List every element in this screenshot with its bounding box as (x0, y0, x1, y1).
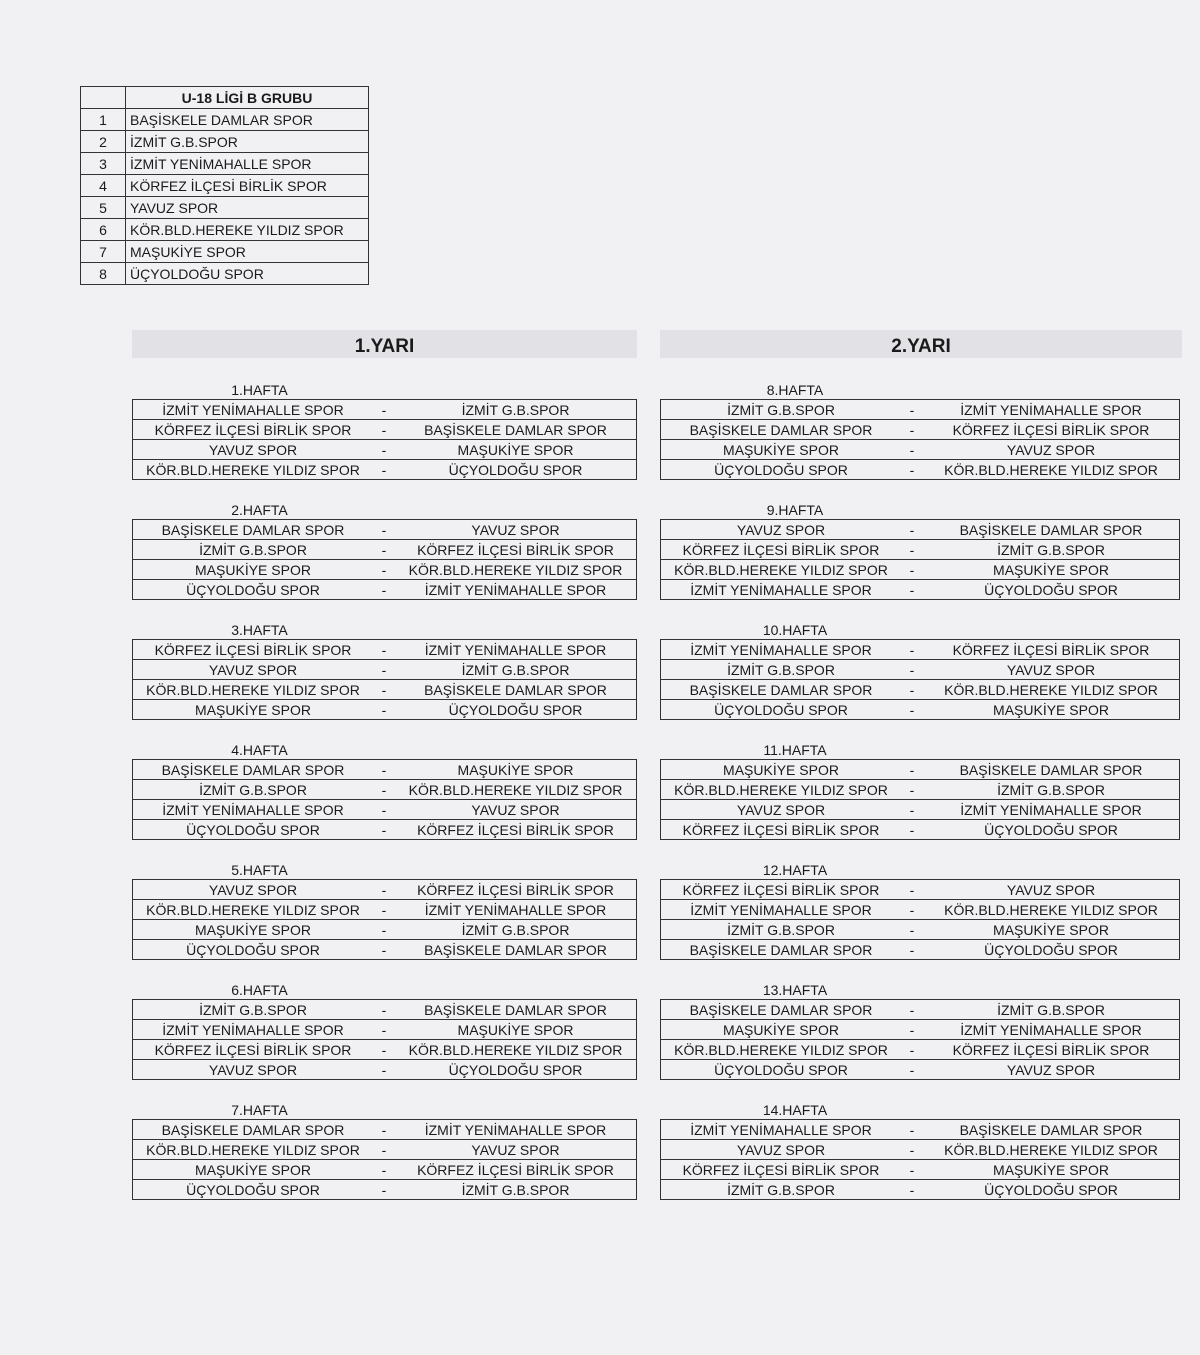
team-number: 1 (81, 109, 126, 131)
week-title: 10.HAFTA (762, 622, 828, 638)
match-separator: - (901, 1160, 923, 1180)
home-team: YAVUZ SPOR (661, 520, 902, 540)
match-row (133, 900, 637, 920)
away-team: BAŞİSKELE DAMLAR SPOR (395, 420, 637, 440)
team-name: MAŞUKİYE SPOR (126, 241, 369, 263)
home-team: İZMİT YENİMAHALLE SPOR (661, 900, 902, 920)
away-team: İZMİT YENİMAHALLE SPOR (395, 580, 637, 600)
match-row (133, 520, 637, 540)
match-row (133, 580, 637, 600)
away-team: YAVUZ SPOR (923, 1060, 1180, 1080)
home-team: İZMİT G.B.SPOR (133, 1000, 374, 1020)
match-separator: - (901, 1000, 923, 1020)
match-separator: - (373, 900, 395, 920)
match-row (133, 1000, 637, 1020)
match-separator: - (373, 920, 395, 940)
team-number: 2 (81, 131, 126, 153)
home-team: İZMİT YENİMAHALLE SPOR (133, 400, 374, 420)
away-team: İZMİT YENİMAHALLE SPOR (395, 900, 637, 920)
home-team: ÜÇYOLDOĞU SPOR (133, 940, 374, 960)
match-row (661, 1060, 1180, 1080)
away-team: YAVUZ SPOR (923, 880, 1180, 900)
match-separator: - (373, 420, 395, 440)
home-team: İZMİT G.B.SPOR (661, 660, 902, 680)
team-row (81, 241, 369, 263)
match-separator: - (373, 760, 395, 780)
home-team: ÜÇYOLDOĞU SPOR (133, 580, 374, 600)
week-title: 7.HAFTA (231, 1102, 288, 1118)
match-row (661, 460, 1180, 480)
home-team: KÖRFEZ İLÇESİ BİRLİK SPOR (661, 1160, 902, 1180)
week-matches-table (132, 519, 637, 600)
match-separator: - (373, 400, 395, 420)
match-separator: - (373, 1160, 395, 1180)
home-team: ÜÇYOLDOĞU SPOR (661, 460, 902, 480)
match-row (133, 1060, 637, 1080)
match-separator: - (373, 940, 395, 960)
away-team: KÖR.BLD.HEREKE YILDIZ SPOR (395, 1040, 637, 1060)
team-number: 6 (81, 219, 126, 241)
away-team: MAŞUKİYE SPOR (923, 1160, 1180, 1180)
week-block (660, 862, 1180, 960)
team-name: İZMİT YENİMAHALLE SPOR (126, 153, 369, 175)
match-row (661, 1000, 1180, 1020)
home-team: BAŞİSKELE DAMLAR SPOR (661, 1000, 902, 1020)
match-row (661, 640, 1180, 660)
match-separator: - (373, 640, 395, 660)
away-team: MAŞUKİYE SPOR (395, 760, 637, 780)
home-team: YAVUZ SPOR (661, 1140, 902, 1160)
home-team: KÖRFEZ İLÇESİ BİRLİK SPOR (661, 540, 902, 560)
match-row (661, 880, 1180, 900)
home-team: KÖR.BLD.HEREKE YILDIZ SPOR (661, 780, 902, 800)
week-block (132, 862, 637, 960)
team-row (81, 219, 369, 241)
team-name: YAVUZ SPOR (126, 197, 369, 219)
week-matches-table (132, 1119, 637, 1200)
away-team: İZMİT YENİMAHALLE SPOR (923, 1020, 1180, 1040)
match-row (661, 660, 1180, 680)
match-separator: - (373, 560, 395, 580)
match-separator: - (373, 460, 395, 480)
away-team: MAŞUKİYE SPOR (923, 700, 1180, 720)
away-team: YAVUZ SPOR (395, 1140, 637, 1160)
match-row (133, 1140, 637, 1160)
home-team: KÖRFEZ İLÇESİ BİRLİK SPOR (661, 820, 902, 840)
away-team: BAŞİSKELE DAMLAR SPOR (395, 680, 637, 700)
match-row (133, 1040, 637, 1060)
match-separator: - (901, 1120, 923, 1140)
home-team: MAŞUKİYE SPOR (133, 700, 374, 720)
home-team: İZMİT G.B.SPOR (661, 1180, 902, 1200)
away-team: KÖRFEZ İLÇESİ BİRLİK SPOR (923, 420, 1180, 440)
week-block (132, 382, 637, 480)
match-separator: - (373, 1180, 395, 1200)
away-team: ÜÇYOLDOĞU SPOR (395, 1060, 637, 1080)
week-block (660, 742, 1180, 840)
away-team: BAŞİSKELE DAMLAR SPOR (395, 1000, 637, 1020)
match-row (133, 780, 637, 800)
away-team: İZMİT YENİMAHALLE SPOR (395, 1120, 637, 1140)
week-block (132, 622, 637, 720)
away-team: MAŞUKİYE SPOR (923, 560, 1180, 580)
match-row (133, 420, 637, 440)
match-row (661, 400, 1180, 420)
home-team: İZMİT YENİMAHALLE SPOR (661, 580, 902, 600)
week-matches-table (660, 399, 1180, 480)
match-separator: - (373, 660, 395, 680)
home-team: MAŞUKİYE SPOR (661, 440, 902, 460)
home-team: İZMİT G.B.SPOR (661, 920, 902, 940)
away-team: İZMİT G.B.SPOR (923, 540, 1180, 560)
home-team: YAVUZ SPOR (133, 440, 374, 460)
match-row (661, 800, 1180, 820)
match-separator: - (901, 1180, 923, 1200)
home-team: BAŞİSKELE DAMLAR SPOR (661, 420, 902, 440)
away-team: BAŞİSKELE DAMLAR SPOR (923, 1120, 1180, 1140)
away-team: ÜÇYOLDOĞU SPOR (395, 460, 637, 480)
match-row (133, 1180, 637, 1200)
match-row (133, 560, 637, 580)
match-separator: - (901, 780, 923, 800)
match-row (133, 760, 637, 780)
away-team: KÖRFEZ İLÇESİ BİRLİK SPOR (923, 640, 1180, 660)
match-separator: - (901, 820, 923, 840)
home-team: BAŞİSKELE DAMLAR SPOR (133, 1120, 374, 1140)
week-block (132, 502, 637, 600)
match-separator: - (373, 700, 395, 720)
match-row (133, 1020, 637, 1040)
match-separator: - (901, 520, 923, 540)
away-team: ÜÇYOLDOĞU SPOR (923, 820, 1180, 840)
match-separator: - (373, 440, 395, 460)
week-matches-table (132, 879, 637, 960)
away-team: İZMİT G.B.SPOR (395, 660, 637, 680)
group-teams-table (80, 86, 369, 285)
match-separator: - (901, 900, 923, 920)
team-row (81, 263, 369, 285)
match-row (661, 520, 1180, 540)
away-team: YAVUZ SPOR (395, 520, 637, 540)
match-row (661, 420, 1180, 440)
match-separator: - (373, 820, 395, 840)
match-row (661, 700, 1180, 720)
home-team: YAVUZ SPOR (133, 880, 374, 900)
week-matches-table (660, 759, 1180, 840)
team-row (81, 197, 369, 219)
match-row (661, 540, 1180, 560)
home-team: YAVUZ SPOR (133, 1060, 374, 1080)
home-team: İZMİT G.B.SPOR (661, 400, 902, 420)
away-team: İZMİT G.B.SPOR (923, 780, 1180, 800)
match-row (661, 440, 1180, 460)
week-title: 4.HAFTA (231, 742, 288, 758)
match-separator: - (901, 1020, 923, 1040)
team-name: BAŞİSKELE DAMLAR SPOR (126, 109, 369, 131)
week-block (132, 982, 637, 1080)
week-title: 14.HAFTA (762, 1102, 828, 1118)
week-title: 13.HAFTA (762, 982, 828, 998)
week-matches-table (660, 1119, 1180, 1200)
team-number: 4 (81, 175, 126, 197)
week-block (660, 502, 1180, 600)
week-title: 11.HAFTA (763, 742, 827, 758)
week-block (660, 982, 1180, 1080)
week-title: 2.HAFTA (231, 502, 288, 518)
match-row (661, 1160, 1180, 1180)
home-team: MAŞUKİYE SPOR (133, 920, 374, 940)
match-separator: - (901, 440, 923, 460)
away-team: BAŞİSKELE DAMLAR SPOR (923, 520, 1180, 540)
team-name: İZMİT G.B.SPOR (126, 131, 369, 153)
away-team: YAVUZ SPOR (923, 660, 1180, 680)
match-row (133, 640, 637, 660)
away-team: MAŞUKİYE SPOR (395, 1020, 637, 1040)
match-separator: - (373, 540, 395, 560)
home-team: YAVUZ SPOR (661, 800, 902, 820)
match-row (133, 820, 637, 840)
match-row (661, 820, 1180, 840)
away-team: KÖRFEZ İLÇESİ BİRLİK SPOR (395, 880, 637, 900)
home-team: KÖR.BLD.HEREKE YILDIZ SPOR (133, 1140, 374, 1160)
match-separator: - (373, 780, 395, 800)
match-separator: - (901, 1060, 923, 1080)
week-matches-table (132, 999, 637, 1080)
match-row (661, 1180, 1180, 1200)
match-row (133, 920, 637, 940)
team-row (81, 175, 369, 197)
match-row (661, 760, 1180, 780)
match-row (661, 920, 1180, 940)
week-block (660, 382, 1180, 480)
match-separator: - (901, 680, 923, 700)
home-team: KÖR.BLD.HEREKE YILDIZ SPOR (133, 900, 374, 920)
match-separator: - (373, 1000, 395, 1020)
match-separator: - (901, 580, 923, 600)
away-team: MAŞUKİYE SPOR (923, 920, 1180, 940)
week-title: 8.HAFTA (766, 382, 824, 398)
home-team: KÖRFEZ İLÇESİ BİRLİK SPOR (133, 1040, 374, 1060)
away-team: BAŞİSKELE DAMLAR SPOR (923, 760, 1180, 780)
home-team: KÖR.BLD.HEREKE YILDIZ SPOR (661, 1040, 902, 1060)
home-team: İZMİT YENİMAHALLE SPOR (661, 640, 902, 660)
home-team: BAŞİSKELE DAMLAR SPOR (133, 760, 374, 780)
team-row (81, 153, 369, 175)
match-separator: - (901, 880, 923, 900)
away-team: KÖRFEZ İLÇESİ BİRLİK SPOR (395, 820, 637, 840)
match-separator: - (373, 580, 395, 600)
match-separator: - (373, 1020, 395, 1040)
match-separator: - (901, 940, 923, 960)
away-team: BAŞİSKELE DAMLAR SPOR (395, 940, 637, 960)
match-row (133, 400, 637, 420)
week-matches-table (132, 759, 637, 840)
home-team: KÖR.BLD.HEREKE YILDIZ SPOR (661, 560, 902, 580)
home-team: MAŞUKİYE SPOR (661, 760, 902, 780)
match-row (133, 800, 637, 820)
group-table-header (81, 87, 369, 109)
match-row (133, 440, 637, 460)
match-row (661, 680, 1180, 700)
away-team: KÖR.BLD.HEREKE YILDIZ SPOR (923, 460, 1180, 480)
match-row (661, 1040, 1180, 1060)
home-team: KÖRFEZ İLÇESİ BİRLİK SPOR (133, 420, 374, 440)
away-team: İZMİT YENİMAHALLE SPOR (923, 800, 1180, 820)
team-name: KÖRFEZ İLÇESİ BİRLİK SPOR (126, 175, 369, 197)
home-team: İZMİT YENİMAHALLE SPOR (661, 1120, 902, 1140)
match-separator: - (901, 400, 923, 420)
week-title: 5.HAFTA (231, 862, 288, 878)
match-separator: - (901, 1040, 923, 1060)
first-half-fixtures (132, 382, 637, 1222)
home-team: İZMİT G.B.SPOR (133, 540, 374, 560)
away-team: KÖRFEZ İLÇESİ BİRLİK SPOR (923, 1040, 1180, 1060)
home-team: BAŞİSKELE DAMLAR SPOR (661, 940, 902, 960)
first-half-title: 1.YARI (132, 330, 637, 358)
away-team: ÜÇYOLDOĞU SPOR (923, 580, 1180, 600)
match-separator: - (373, 680, 395, 700)
away-team: KÖR.BLD.HEREKE YILDIZ SPOR (395, 560, 637, 580)
away-team: KÖR.BLD.HEREKE YILDIZ SPOR (923, 900, 1180, 920)
team-row (81, 109, 369, 131)
away-team: İZMİT YENİMAHALLE SPOR (395, 640, 637, 660)
away-team: ÜÇYOLDOĞU SPOR (923, 940, 1180, 960)
week-title: 1.HAFTA (231, 382, 288, 398)
away-team: KÖRFEZ İLÇESİ BİRLİK SPOR (395, 1160, 637, 1180)
home-team: BAŞİSKELE DAMLAR SPOR (661, 680, 902, 700)
week-matches-table (660, 639, 1180, 720)
week-title: 9.HAFTA (766, 502, 824, 518)
match-row (133, 660, 637, 680)
home-team: KÖRFEZ İLÇESİ BİRLİK SPOR (661, 880, 902, 900)
week-block (132, 742, 637, 840)
week-matches-table (660, 879, 1180, 960)
home-team: MAŞUKİYE SPOR (133, 1160, 374, 1180)
match-separator: - (373, 800, 395, 820)
match-row (133, 540, 637, 560)
week-block (660, 1102, 1180, 1200)
match-row (133, 880, 637, 900)
home-team: KÖRFEZ İLÇESİ BİRLİK SPOR (133, 640, 374, 660)
week-title: 6.HAFTA (231, 982, 288, 998)
away-team: İZMİT G.B.SPOR (923, 1000, 1180, 1020)
home-team: ÜÇYOLDOĞU SPOR (133, 820, 374, 840)
match-separator: - (901, 420, 923, 440)
home-team: ÜÇYOLDOĞU SPOR (133, 1180, 374, 1200)
match-separator: - (373, 1060, 395, 1080)
away-team: KÖRFEZ İLÇESİ BİRLİK SPOR (395, 540, 637, 560)
week-matches-table (660, 999, 1180, 1080)
home-team: İZMİT YENİMAHALLE SPOR (133, 1020, 374, 1040)
home-team: BAŞİSKELE DAMLAR SPOR (133, 520, 374, 540)
team-number: 7 (81, 241, 126, 263)
week-title: 12.HAFTA (762, 862, 828, 878)
team-number: 5 (81, 197, 126, 219)
week-block (660, 622, 1180, 720)
away-team: İZMİT G.B.SPOR (395, 400, 637, 420)
away-team: ÜÇYOLDOĞU SPOR (395, 700, 637, 720)
match-separator: - (373, 880, 395, 900)
match-row (133, 460, 637, 480)
team-name: KÖR.BLD.HEREKE YILDIZ SPOR (126, 219, 369, 241)
home-team: MAŞUKİYE SPOR (133, 560, 374, 580)
match-separator: - (373, 1120, 395, 1140)
match-row (133, 1120, 637, 1140)
away-team: ÜÇYOLDOĞU SPOR (923, 1180, 1180, 1200)
team-number: 3 (81, 153, 126, 175)
home-team: İZMİT YENİMAHALLE SPOR (133, 800, 374, 820)
week-matches-table (132, 399, 637, 480)
match-row (133, 940, 637, 960)
home-team: İZMİT G.B.SPOR (133, 780, 374, 800)
away-team: MAŞUKİYE SPOR (395, 440, 637, 460)
away-team: İZMİT G.B.SPOR (395, 920, 637, 940)
team-number: 8 (81, 263, 126, 285)
match-row (133, 700, 637, 720)
away-team: İZMİT G.B.SPOR (395, 1180, 637, 1200)
away-team: YAVUZ SPOR (923, 440, 1180, 460)
match-row (661, 900, 1180, 920)
match-separator: - (373, 520, 395, 540)
match-row (661, 1020, 1180, 1040)
match-separator: - (901, 640, 923, 660)
away-team: İZMİT YENİMAHALLE SPOR (923, 400, 1180, 420)
home-team: KÖR.BLD.HEREKE YILDIZ SPOR (133, 460, 374, 480)
group-title: U-18 LİGİ B GRUBU (126, 87, 369, 109)
home-team: MAŞUKİYE SPOR (661, 1020, 902, 1040)
match-separator: - (901, 460, 923, 480)
match-separator: - (901, 700, 923, 720)
match-separator: - (901, 800, 923, 820)
away-team: KÖR.BLD.HEREKE YILDIZ SPOR (923, 680, 1180, 700)
home-team: ÜÇYOLDOĞU SPOR (661, 700, 902, 720)
away-team: YAVUZ SPOR (395, 800, 637, 820)
home-team: YAVUZ SPOR (133, 660, 374, 680)
away-team: KÖR.BLD.HEREKE YILDIZ SPOR (395, 780, 637, 800)
week-title: 3.HAFTA (231, 622, 288, 638)
second-half-title: 2.YARI (660, 330, 1182, 358)
group-table-corner (81, 87, 126, 109)
group-teams-body (81, 109, 369, 285)
week-block (132, 1102, 637, 1200)
match-row (661, 580, 1180, 600)
match-row (661, 940, 1180, 960)
match-separator: - (901, 1140, 923, 1160)
match-separator: - (901, 760, 923, 780)
match-row (661, 1140, 1180, 1160)
match-separator: - (901, 920, 923, 940)
match-row (133, 1160, 637, 1180)
match-separator: - (373, 1040, 395, 1060)
home-team: ÜÇYOLDOĞU SPOR (661, 1060, 902, 1080)
team-row (81, 131, 369, 153)
match-row (133, 680, 637, 700)
match-row (661, 560, 1180, 580)
match-separator: - (901, 560, 923, 580)
team-name: ÜÇYOLDOĞU SPOR (126, 263, 369, 285)
match-row (661, 780, 1180, 800)
week-matches-table (132, 639, 637, 720)
match-separator: - (901, 540, 923, 560)
match-separator: - (373, 1140, 395, 1160)
match-separator: - (901, 660, 923, 680)
second-half-fixtures (660, 382, 1180, 1222)
away-team: KÖR.BLD.HEREKE YILDIZ SPOR (923, 1140, 1180, 1160)
week-matches-table (660, 519, 1180, 600)
home-team: KÖR.BLD.HEREKE YILDIZ SPOR (133, 680, 374, 700)
match-row (661, 1120, 1180, 1140)
